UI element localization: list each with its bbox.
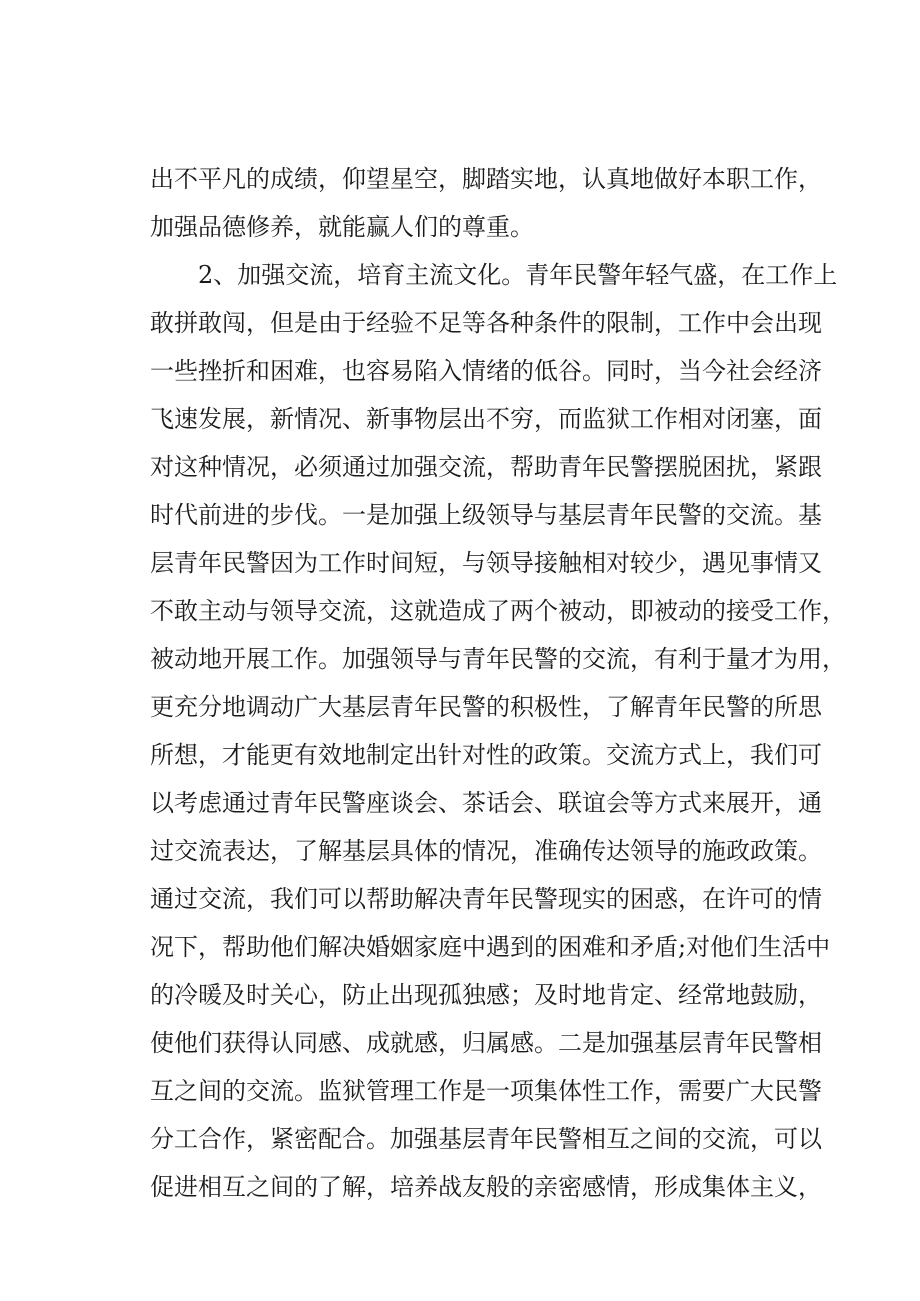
text-line: 时代前进的步伐。一是加强上级领导与基层青年民警的交流。基 bbox=[150, 501, 822, 529]
text-line: 一些挫折和困难，也容易陷入情绪的低谷。同时，当今社会经济 bbox=[150, 357, 822, 385]
text-line: 被动地开展工作。加强领导与青年民警的交流，有利于量才为用， bbox=[150, 645, 846, 673]
text-line: 2、加强交流，培育主流文化。青年民警年轻气盛，在工作上 bbox=[198, 261, 838, 289]
text-line: 的冷暖及时关心，防止出现孤独感；及时地肯定、经常地鼓励， bbox=[150, 981, 822, 1009]
text-line: 通过交流，我们可以帮助解决青年民警现实的困惑，在许可的情 bbox=[150, 885, 822, 913]
body-text bbox=[150, 155, 846, 1211]
text-line: 层青年民警因为工作时间短，与领导接触相对较少，遇见事情又 bbox=[150, 549, 822, 577]
text-line: 出不平凡的成绩，仰望星空，脚踏实地，认真地做好本职工作， bbox=[150, 165, 822, 193]
text-line: 促进相互之间的了解，培养战友般的亲密感情，形成集体主义， bbox=[150, 1173, 822, 1201]
text-line: 使他们获得认同感、成就感，归属感。二是加强基层青年民警相 bbox=[150, 1029, 822, 1057]
text-line: 所想，才能更有效地制定出针对性的政策。交流方式上，我们可 bbox=[150, 741, 822, 769]
text-line: 况下，帮助他们解决婚姻家庭中遇到的困难和矛盾;对他们生活中 bbox=[150, 933, 831, 961]
text-line: 加强品德修养，就能赢人们的尊重。 bbox=[150, 213, 534, 241]
text-line: 不敢主动与领导交流，这就造成了两个被动，即被动的接受工作， bbox=[150, 597, 846, 625]
text-line: 飞速发展，新情况、新事物层出不穷，而监狱工作相对闭塞，面 bbox=[150, 405, 822, 433]
text-line: 敢拼敢闯，但是由于经验不足等各种条件的限制，工作中会出现 bbox=[150, 309, 822, 337]
text-line: 过交流表达，了解基层具体的情况，准确传达领导的施政政策。 bbox=[150, 837, 822, 865]
text-line: 以考虑通过青年民警座谈会、茶话会、联谊会等方式来展开，通 bbox=[150, 789, 822, 817]
text-line: 对这种情况，必须通过加强交流，帮助青年民警摆脱困扰，紧跟 bbox=[150, 453, 822, 481]
text-line: 互之间的交流。监狱管理工作是一项集体性工作，需要广大民警 bbox=[150, 1077, 822, 1105]
text-line: 分工合作，紧密配合。加强基层青年民警相互之间的交流，可以 bbox=[150, 1125, 822, 1153]
text-line: 更充分地调动广大基层青年民警的积极性，了解青年民警的所思 bbox=[150, 693, 822, 721]
